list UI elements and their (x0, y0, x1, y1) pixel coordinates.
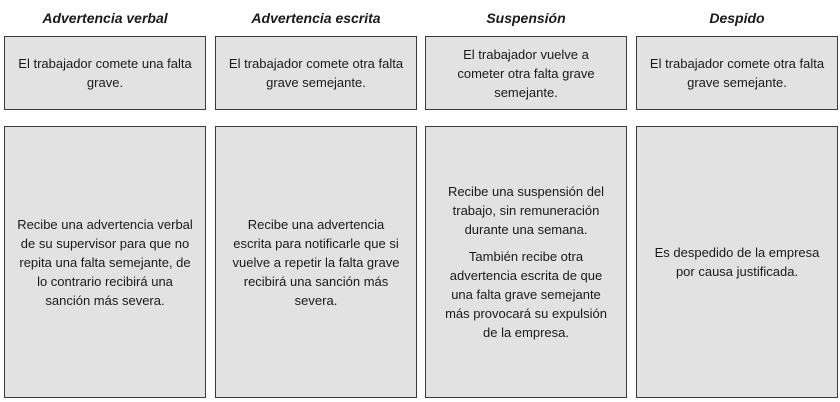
consequence-box (425, 126, 627, 398)
consequence-box (636, 126, 838, 398)
column-header: Suspensión (486, 10, 566, 26)
trigger-text: El trabajador comete otra falta grave semejante. (649, 56, 825, 90)
consequence-text: Recibe una advertencia verbal de su supervisor para que no repita una falta semejante, de lo contrario recibirá una sanción más severa. (17, 216, 193, 308)
trigger-text: El trabajador comete otra falta grave semejante. (228, 56, 404, 90)
consequence-box (215, 126, 417, 398)
trigger-box (425, 36, 627, 110)
consequence-text: Es despedido de la empresa por causa justificada. (654, 245, 820, 279)
consequence-box (4, 126, 206, 398)
trigger-box (215, 36, 417, 110)
trigger-box (636, 36, 838, 110)
trigger-box (4, 36, 206, 110)
trigger-text: El trabajador vuelve a cometer otra falta grave semejante. (457, 46, 595, 100)
trigger-text: El trabajador comete una falta grave. (18, 56, 192, 90)
column-header: Advertencia verbal (42, 10, 168, 26)
consequence-text: Recibe una advertencia escrita para notificarle que si vuelve a repetir la falta grave recibirá una sanción más severa. (232, 216, 400, 308)
consequence-text-secondary: También recibe otra advertencia escrita de que una falta grave semejante más provocará su expulsión de la empresa. (445, 249, 607, 340)
consequence-text: Recibe una suspensión del trabajo, sin remuneración durante una semana. (447, 184, 605, 237)
column-header: Advertencia escrita (251, 10, 381, 26)
column-header: Despido (709, 10, 765, 26)
